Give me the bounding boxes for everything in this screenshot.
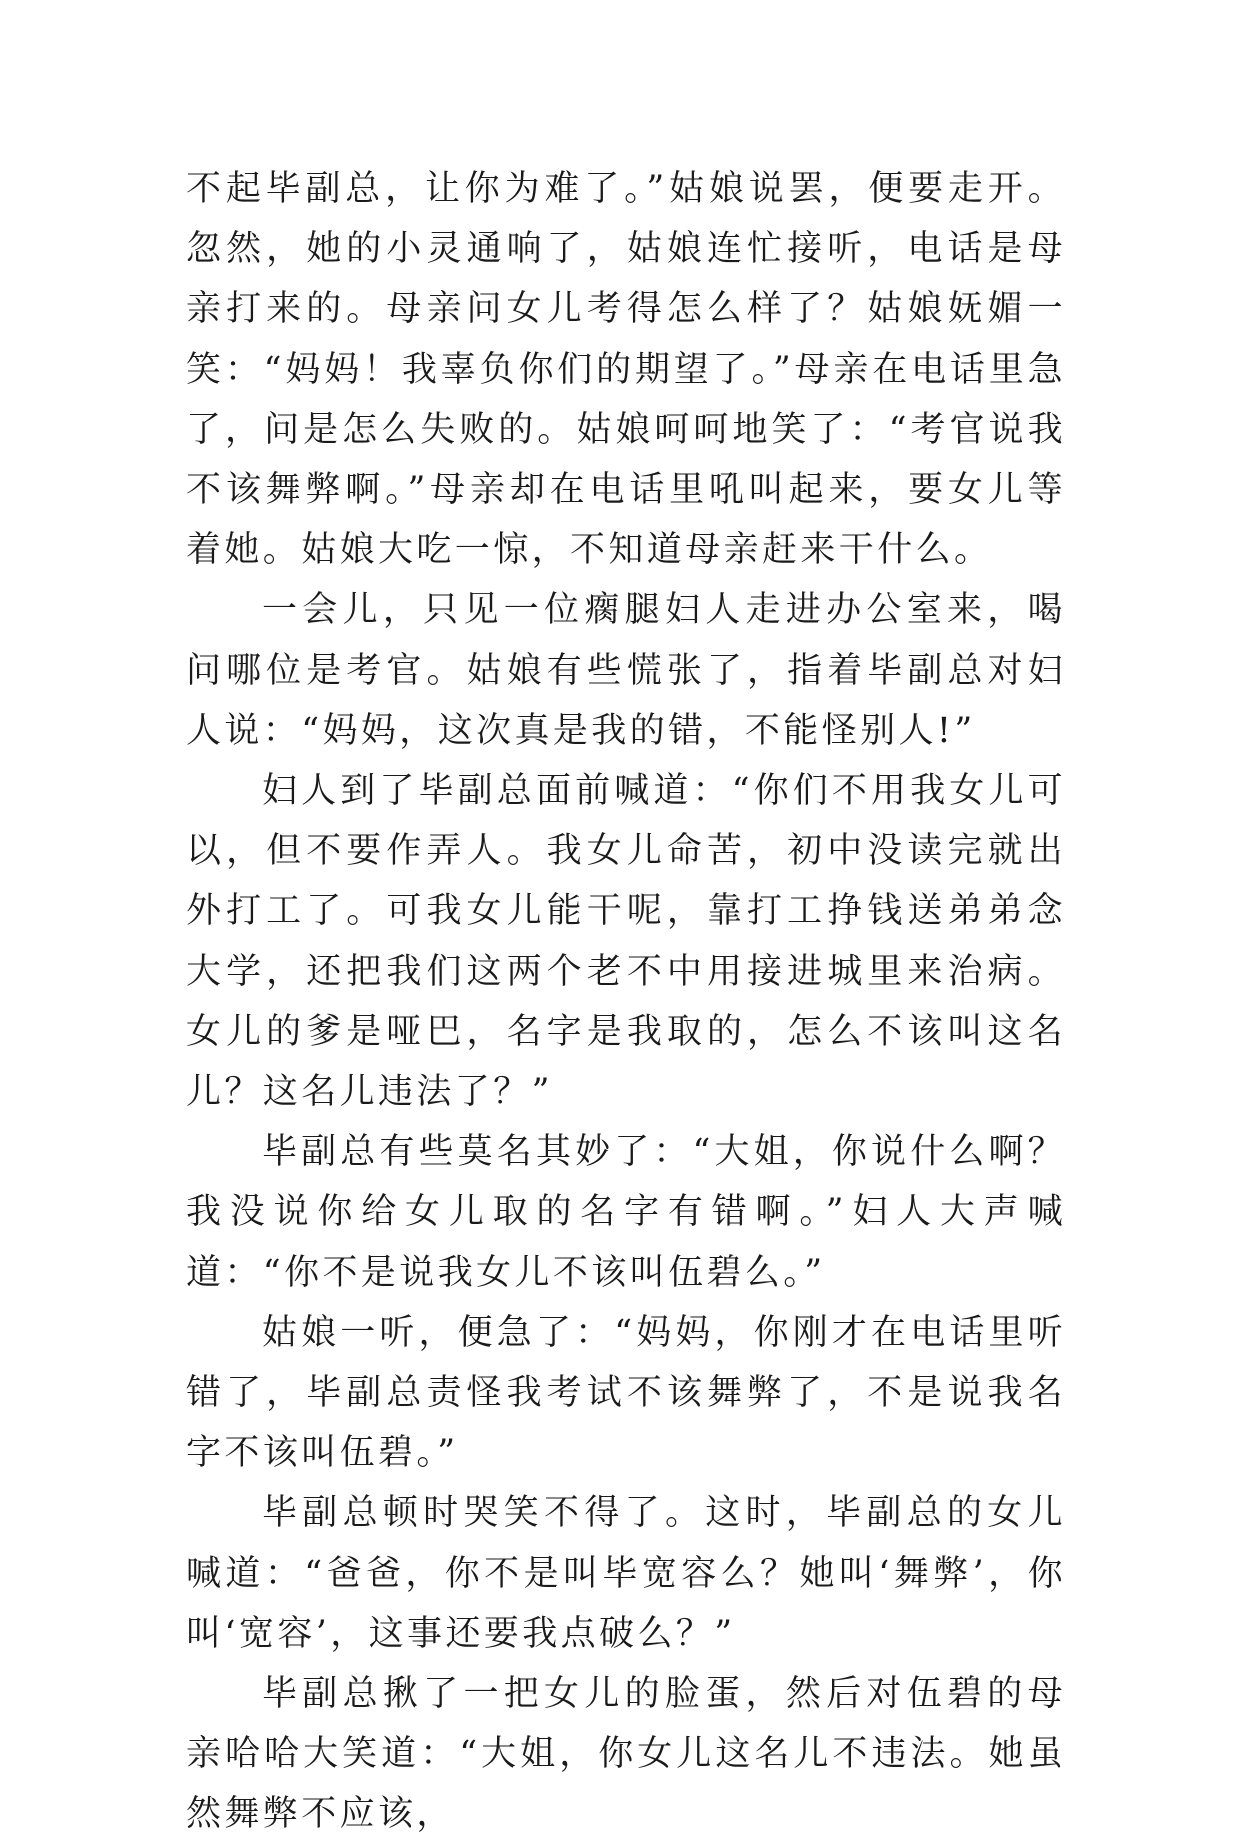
paragraph-5: 姑娘一听，便急了：“妈妈，你刚才在电话里听错了，毕副总责怪我考试不该舞弊了，不是说我名字不该叫伍碧。” [186, 1312, 1066, 1474]
paragraph-6: 毕副总顿时哭笑不得了。这时，毕副总的女儿喊道：“爸爸，你不是叫毕宽容么？她叫‘舞弊’，你叫‘宽容’，这事还要我点破么？” [186, 1493, 1066, 1654]
paragraph-7: 毕副总揪了一把女儿的脸蛋，然后对伍碧的母亲哈哈大笑道：“大姐，你女儿这名儿不违法。她虽然舞弊不应该， [186, 1674, 1066, 1835]
paragraph-1: 不起毕副总，让你为难了。”姑娘说罢，便要走开。忽然，她的小灵通响了，姑娘连忙接听，电话是母亲打来的。母亲问女儿考得怎么样了？姑娘妩媚一笑：“妈妈！我辜负你们的期望了。”母亲在电话里急了，问是怎么失败的。姑娘呵呵地笑了：“考官说我不该舞弊啊。”母亲却在电话里吼叫起来，要女儿等着她。姑娘大吃一惊，不知道母亲赶来干什么。 [186, 169, 1066, 571]
paragraph-4: 毕副总有些莫名其妙了：“大姐，你说什么啊？我没说你给女儿取的名字有错啊。”妇人大声喊道：“你不是说我女儿不该叫伍碧么。” [186, 1132, 1066, 1293]
story-text [186, 159, 1066, 1845]
paragraph-3: 妇人到了毕副总面前喊道：“你们不用我女儿可以，但不要作弄人。我女儿命苦，初中没读完就出外打工了。可我女儿能干呢，靠打工挣钱送弟弟念大学，还把我们这两个老不中用接进城里来治病。女儿的爹是哑巴，名字是我取的，怎么不该叫这名儿？这名儿违法了？” [186, 771, 1066, 1113]
paragraph-2: 一会儿，只见一位瘸腿妇人走进办公室来，喝问哪位是考官。姑娘有些慌张了，指着毕副总对妇人说：“妈妈，这次真是我的错，不能怪别人!” [186, 590, 1066, 751]
